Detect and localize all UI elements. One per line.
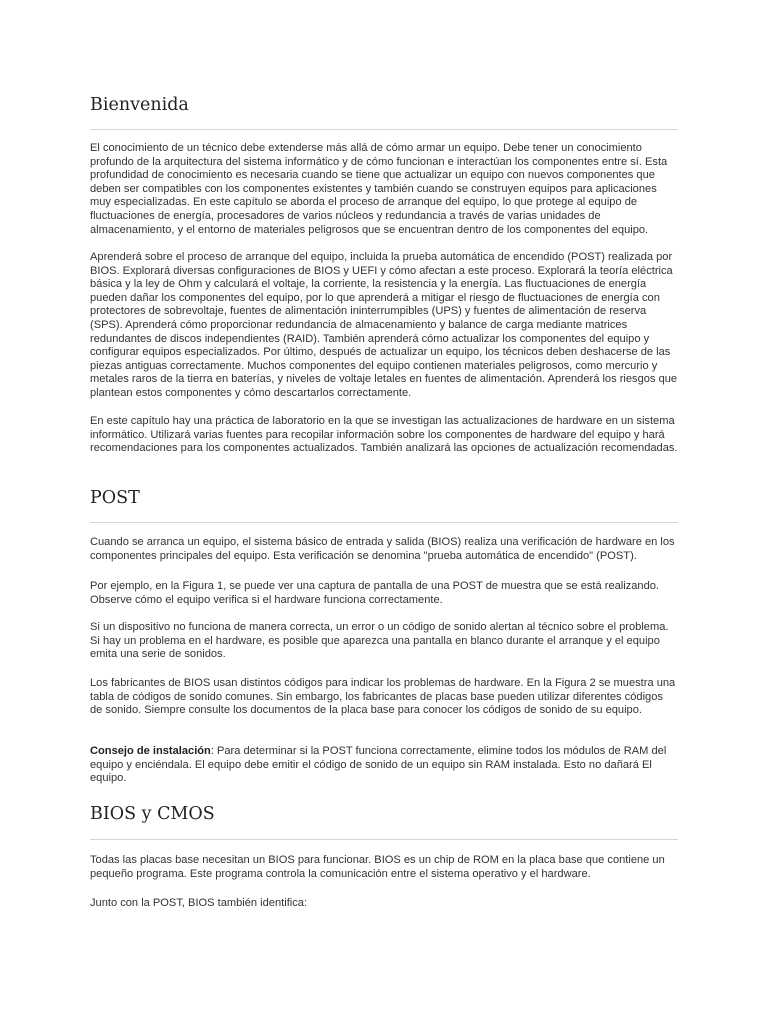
paragraph: Junto con la POST, BIOS también identifica:: [90, 897, 308, 909]
section-divider: [90, 839, 678, 840]
installation-tip: [90, 745, 678, 786]
section-divider: [90, 522, 678, 523]
tip-label: Consejo de instalación: [90, 745, 211, 757]
paragraph: Si un dispositivo no funciona de manera correcta, un error o un código de sonido alertan al técnico sobre el problema. Si hay un problema en el hardware, es posible que aparezca una pantalla en blanco durante el arranque y el equipo emita una serie de sonidos.: [90, 621, 669, 661]
paragraph: Aprenderá sobre el proceso de arranque del equipo, incluida la prueba automática de encendido (POST) realizada por BIOS. Explorará diversas configuraciones de BIOS y UEFI y cómo afectan a este proceso. Explorará la teoría eléctrica básica y la ley de Ohm y calculará el voltaje, la corriente, la resistencia y la energía. Las fluctuaciones de energía pueden dañar los componentes del equipo, por lo que aprenderá a mitigar el riesgo de fluctuaciones de energía con protectores de sobrevoltaje, fuentes de alimentación ininterrumpibles (UPS) y fuentes de alimentación de reserva (SPS). Aprenderá cómo proporcionar redundancia de almacenamiento y balance de carga mediante matrices redundantes de discos independientes (RAID). También aprenderá cómo actualizar los componentes del equipo y configurar equipos especializados. Por último, después de actualizar un equipo, los técnicos deben deshacerse de las piezas antiguas correctamente. Muchos componentes del equipo contienen materiales peligrosos, como mercurio y metales raros de la tierra en baterías, y niveles de voltaje letales en fuentes de alimentación. Aprenderá los riesgos que plantean estos componentes y cómo descartarlos correctamente.: [90, 251, 678, 399]
paragraph: En este capítulo hay una práctica de laboratorio en la que se investigan las actualizaciones de hardware en un sistema informático. Utilizará varias fuentes para recopilar información sobre los componentes de hardware del equipo y hará recomendaciones para los componentes actualizados. También analizará las opciones de actualización recomendadas.: [90, 415, 678, 455]
paragraph: El conocimiento de un técnico debe extenderse más allá de cómo armar un equipo. Debe tener un conocimiento profundo de la arquitectura del sistema informático y de cómo funcionan e interactúan los componentes entre sí. Esta profundidad de conocimiento es necesaria cuando se tiene que actualizar un equipo con nuevos componentes que deben ser compatibles con los componentes existentes y también cuando se construyen equipos para aplicaciones muy especializadas. En este capítulo se aborda el proceso de arranque del equipo, lo que protege al equipo de fluctuaciones de energía, procesadores de varios núcleos y redundancia a través de varias unidades de almacenamiento, y el entorno de materiales peligrosos que se encuentran dentro de los componentes del equipo.: [90, 142, 668, 236]
section-heading-bios-cmos: BIOS y CMOS: [90, 804, 215, 824]
paragraph: Todas las placas base necesitan un BIOS para funcionar. BIOS es un chip de ROM en la placa base que contiene un pequeño programa. Este programa controla la comunicación entre el sistema operativo y el hardware.: [90, 854, 665, 880]
section-divider: [90, 129, 678, 130]
section-heading-post: POST: [90, 488, 140, 508]
paragraph: Cuando se arranca un equipo, el sistema básico de entrada y salida (BIOS) realiza una verificación de hardware en los componentes principales del equipo. Esta verificación se denomina "prueba automática de encendido" (POST).: [90, 536, 675, 562]
paragraph: Los fabricantes de BIOS usan distintos códigos para indicar los problemas de hardware. En la Figura 2 se muestra una tabla de códigos de sonido comunes. Sin embargo, los fabricantes de placas base pueden utilizar diferentes códigos de sonido. Siempre consulte los documentos de la placa base para conocer los códigos de sonido de su equipo.: [90, 677, 676, 717]
section-heading-bienvenida: Bienvenida: [90, 95, 189, 115]
tip-text: : Para determinar si la POST funciona correctamente, elimine todos los módulos de RAM del equipo y enciéndala. El equipo debe emitir el código de sonido de un equipo sin RAM instalada. Esto no dañará El equipo.: [90, 745, 667, 785]
paragraph: Por ejemplo, en la Figura 1, se puede ver una captura de pantalla de una POST de muestra que se está realizando. Observe cómo el equipo verifica si el hardware funciona correctamente.: [90, 580, 660, 606]
